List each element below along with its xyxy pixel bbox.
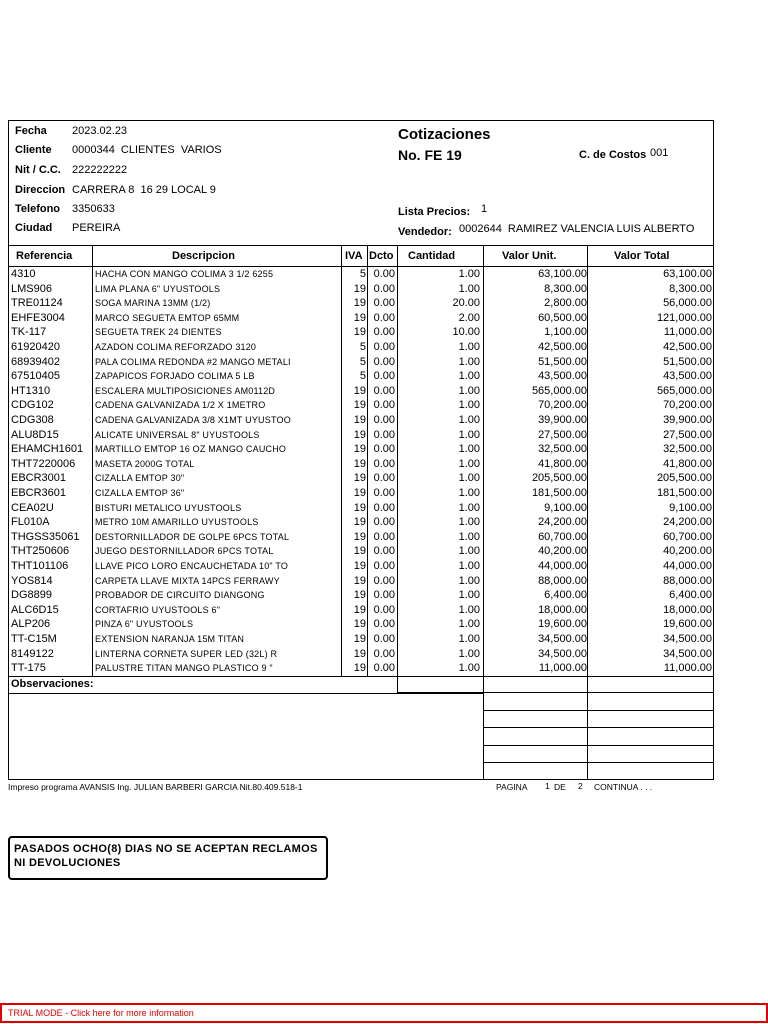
cell-dcto: 0.00	[373, 589, 395, 602]
cell-valor-total: 40,200.00	[663, 545, 712, 558]
cell-valor-unit: 32,500.00	[538, 443, 587, 456]
cell-iva: 19	[353, 603, 366, 616]
cell-referencia: CDG308	[11, 414, 54, 426]
table-row	[0, 603, 768, 618]
cell-descripcion: LINTERNA CORNETA SUPER LED (32L) R	[95, 648, 278, 659]
cell-cantidad: 1.00	[458, 355, 480, 368]
cell-descripcion: SEGUETA TREK 24 DIENTES	[95, 327, 222, 338]
cell-dcto: 0.00	[373, 633, 395, 645]
col-header-valor-total: Valor Total	[614, 250, 670, 262]
telefono-label: Telefono	[15, 203, 61, 215]
table-row	[0, 588, 768, 603]
cell-dcto: 0.00	[373, 487, 395, 499]
cell-descripcion: EXTENSION NARANJA 15M TITAN	[95, 634, 245, 644]
cell-cantidad: 1.00	[458, 472, 480, 485]
table-row	[0, 457, 768, 472]
cell-descripcion: PINZA 6" UYUSTOOLS	[95, 619, 194, 630]
totals-rule	[484, 692, 714, 693]
cell-valor-unit: 34,500.00	[538, 647, 587, 660]
cell-iva: 19	[353, 530, 366, 543]
lista-precios-label: Lista Precios:	[398, 206, 471, 218]
returns-notice	[8, 836, 328, 880]
col-header-referencia: Referencia	[16, 250, 73, 262]
cell-referencia: EBCR3601	[11, 487, 67, 499]
table-row	[0, 471, 768, 486]
cell-valor-total: 34,500.00	[663, 647, 712, 660]
vendedor-value: 0002644 RAMIREZ VALENCIA LUIS ALBERTO	[459, 223, 695, 235]
cell-valor-total: 34,500.00	[663, 633, 712, 645]
cell-valor-unit: 40,200.00	[538, 545, 587, 558]
cell-iva: 19	[353, 545, 366, 558]
cell-referencia: 61920420	[11, 341, 60, 353]
table-row	[0, 544, 768, 559]
table-row	[0, 442, 768, 457]
cell-iva: 19	[353, 282, 366, 295]
cell-valor-unit: 24,200.00	[538, 516, 587, 529]
cell-descripcion: JUEGO DESTORNILLADOR 6PCS TOTAL	[95, 546, 274, 557]
table-row	[0, 632, 768, 647]
cell-iva: 19	[353, 618, 366, 631]
cell-dcto: 0.00	[373, 501, 395, 514]
totals-rule	[484, 727, 714, 728]
cell-descripcion: CIZALLA EMTOP 36"	[95, 488, 185, 498]
col-header-descripcion: Descripcion	[172, 250, 235, 262]
doc-number: No. FE 19	[398, 147, 462, 163]
cell-dcto: 0.00	[373, 530, 395, 543]
table-row	[0, 282, 768, 297]
cell-dcto: 0.00	[373, 384, 395, 397]
cell-descripcion: MARCO SEGUETA EMTOP 65MM	[95, 312, 240, 323]
table-row	[0, 661, 768, 676]
fecha-value: 2023.02.23	[72, 125, 128, 137]
cell-valor-total: 121,000.00	[656, 311, 712, 324]
table-row	[0, 486, 768, 501]
cell-iva: 19	[353, 457, 366, 470]
cell-valor-total: 9,100.00	[669, 501, 712, 514]
cell-cantidad: 1.00	[458, 560, 480, 572]
cell-descripcion: MASETA 2000G TOTAL	[95, 458, 195, 469]
cell-referencia: 8149122	[11, 647, 54, 660]
direccion-value: CARRERA 8 16 29 LOCAL 9	[72, 184, 216, 196]
continua-text: CONTINUA . . .	[594, 782, 653, 792]
cell-valor-unit: 8,300.00	[544, 282, 587, 295]
notice-line-2: NI DEVOLUCIONES	[14, 857, 121, 869]
table-row	[0, 501, 768, 516]
cell-iva: 19	[353, 589, 366, 602]
cell-iva: 19	[353, 516, 366, 529]
table-row	[0, 559, 768, 574]
cell-dcto: 0.00	[373, 297, 395, 310]
cell-valor-total: 42,500.00	[663, 341, 712, 353]
cell-referencia: THT7220006	[11, 457, 76, 470]
cell-dcto: 0.00	[373, 516, 395, 529]
cell-dcto: 0.00	[373, 560, 395, 572]
de-label: DE	[554, 782, 566, 792]
cell-cantidad: 1.00	[458, 501, 480, 514]
costos-value: 001	[650, 147, 669, 159]
cell-cantidad: 1.00	[458, 618, 480, 631]
cell-dcto: 0.00	[373, 545, 395, 558]
cell-valor-total: 44,000.00	[663, 560, 712, 572]
cell-descripcion: PROBADOR DE CIRCUITO DIANGONG	[95, 590, 265, 601]
cell-valor-total: 11,000.00	[663, 326, 712, 339]
table-row	[0, 398, 768, 413]
col-header-valor-unit: Valor Unit.	[502, 250, 557, 262]
cell-cantidad: 1.00	[458, 662, 480, 675]
observaciones-label: Observaciones:	[11, 678, 94, 690]
doc-title: Cotizaciones	[398, 126, 491, 143]
cell-referencia: ALC6D15	[11, 603, 59, 616]
printed-by-text: Impreso programa AVANSIS Ing. JULIAN BARBERI GARCIA Nit.80.409.518-1	[8, 782, 303, 792]
cell-dcto: 0.00	[373, 443, 395, 456]
cell-referencia: TT-175	[11, 662, 46, 675]
cell-referencia: TRE01124	[11, 297, 63, 310]
nit-label: Nit / C.C.	[15, 164, 61, 176]
cell-valor-total: 181,500.00	[656, 487, 712, 499]
table-row	[0, 369, 768, 384]
cliente-value: 0000344 CLIENTES VARIOS	[72, 144, 222, 156]
cell-valor-total: 24,200.00	[663, 516, 712, 529]
cell-valor-total: 205,500.00	[656, 472, 712, 485]
table-row	[0, 530, 768, 545]
cell-cantidad: 1.00	[458, 428, 480, 441]
cell-cantidad: 1.00	[458, 545, 480, 558]
cell-dcto: 0.00	[373, 662, 395, 675]
cell-valor-unit: 19,600.00	[538, 618, 587, 631]
cell-referencia: HT1310	[11, 384, 51, 397]
cell-valor-total: 19,600.00	[663, 618, 712, 631]
cell-valor-total: 11,000.00	[663, 662, 712, 675]
cell-valor-total: 32,500.00	[663, 443, 712, 456]
cell-referencia: THT101106	[11, 560, 69, 572]
cell-cantidad: 1.00	[458, 370, 480, 383]
cell-descripcion: SOGA MARINA 13MM (1/2)	[95, 298, 211, 309]
cell-valor-total: 43,500.00	[663, 370, 712, 383]
table-row	[0, 428, 768, 443]
totals-rule	[484, 745, 714, 746]
col-header-dcto: Dcto	[369, 250, 394, 262]
ciudad-label: Ciudad	[15, 222, 53, 234]
cell-dcto: 0.00	[373, 268, 395, 280]
cell-valor-total: 565,000.00	[656, 384, 712, 397]
cell-descripcion: PALA COLIMA REDONDA #2 MANGO METALI	[95, 356, 291, 367]
cell-referencia: ALU8D15	[11, 428, 59, 441]
cell-descripcion: ALICATE UNIVERSAL 8" UYUSTOOLS	[95, 429, 260, 440]
table-top-rule	[8, 245, 714, 246]
cell-cantidad: 1.00	[458, 384, 480, 397]
cell-referencia: ALP206	[11, 618, 51, 631]
cell-valor-unit: 63,100.00	[538, 268, 587, 280]
cell-iva: 19	[353, 326, 366, 339]
cell-cantidad: 1.00	[458, 589, 480, 602]
cell-iva: 5	[359, 268, 366, 280]
total-pages: 2	[578, 781, 583, 791]
cell-iva: 19	[353, 414, 366, 426]
fecha-label: Fecha	[15, 125, 47, 137]
cell-referencia: THT250606	[11, 545, 70, 558]
cell-referencia: EHFE3004	[11, 311, 65, 324]
table-row	[0, 267, 768, 282]
telefono-value: 3350633	[72, 203, 115, 215]
cell-cantidad: 1.00	[458, 457, 480, 470]
cell-cantidad: 1.00	[458, 268, 480, 280]
table-row	[0, 340, 768, 355]
vendedor-label: Vendedor:	[398, 226, 452, 238]
cell-cantidad: 1.00	[458, 282, 480, 295]
cell-cantidad: 1.00	[458, 647, 480, 660]
cell-descripcion: LIMA PLANA 6" UYUSTOOLS	[95, 283, 221, 294]
cell-iva: 19	[353, 428, 366, 441]
table-row	[0, 384, 768, 399]
cell-iva: 19	[353, 443, 366, 456]
cell-valor-total: 6,400.00	[669, 589, 712, 602]
cell-descripcion: METRO 10M AMARILLO UYUSTOOLS	[95, 517, 259, 528]
cell-cantidad: 1.00	[458, 530, 480, 543]
direccion-label: Direccion	[15, 184, 66, 196]
cell-valor-unit: 11,000.00	[538, 662, 587, 675]
cell-valor-unit: 41,800.00	[538, 457, 587, 470]
cell-dcto: 0.00	[373, 472, 395, 485]
cell-valor-unit: 88,000.00	[538, 574, 587, 587]
trial-mode-banner[interactable]: TRIAL MODE - Click here for more information	[0, 1003, 768, 1023]
table-row	[0, 574, 768, 589]
cell-cantidad: 2.00	[458, 311, 480, 324]
cell-valor-total: 8,300.00	[669, 282, 712, 295]
table-row	[0, 325, 768, 340]
totals-rule	[484, 762, 714, 763]
cell-dcto: 0.00	[373, 326, 395, 339]
cell-valor-total: 41,800.00	[663, 457, 712, 470]
cell-valor-total: 88,000.00	[663, 574, 712, 587]
cell-valor-total: 27,500.00	[663, 428, 712, 441]
cell-valor-total: 63,100.00	[663, 268, 712, 280]
cell-cantidad: 1.00	[458, 399, 480, 412]
cell-descripcion: CADENA GALVANIZADA 1/2 X 1METRO	[95, 400, 266, 411]
cell-iva: 19	[353, 487, 366, 499]
cell-referencia: CEA02U	[11, 501, 54, 514]
cell-descripcion: AZADON COLIMA REFORZADO 3120	[95, 342, 257, 352]
cell-referencia: EHAMCH1601	[11, 443, 84, 456]
totals-box	[397, 676, 484, 693]
lista-precios-value: 1	[481, 203, 488, 215]
cell-valor-unit: 2,800.00	[544, 297, 587, 310]
observaciones-rule	[8, 693, 483, 694]
cell-valor-unit: 34,500.00	[538, 633, 587, 645]
cell-descripcion: LLAVE PICO LORO ENCAUCHETADA 10" TO	[95, 561, 289, 571]
cell-valor-unit: 181,500.00	[531, 487, 587, 499]
cell-dcto: 0.00	[373, 399, 395, 412]
cell-iva: 19	[353, 633, 366, 645]
table-row	[0, 647, 768, 662]
cell-referencia: YOS814	[11, 574, 53, 587]
cell-referencia: TK-117	[11, 326, 47, 339]
cell-iva: 19	[353, 662, 366, 675]
cell-iva: 19	[353, 472, 366, 485]
table-row	[0, 296, 768, 311]
cell-dcto: 0.00	[373, 647, 395, 660]
cell-referencia: 68939402	[11, 355, 60, 368]
cell-dcto: 0.00	[373, 341, 395, 353]
cell-iva: 19	[353, 311, 366, 324]
cell-iva: 19	[353, 297, 366, 310]
cell-dcto: 0.00	[373, 603, 395, 616]
cell-descripcion: MARTILLO EMTOP 16 OZ MANGO CAUCHO	[95, 444, 287, 455]
cell-descripcion: HACHA CON MANGO COLIMA 3 1/2 6255	[95, 269, 274, 279]
cell-valor-unit: 18,000.00	[538, 603, 587, 616]
cell-referencia: 67510405	[11, 370, 60, 383]
cell-referencia: CDG102	[11, 399, 54, 412]
cell-iva: 5	[359, 355, 366, 368]
cell-descripcion: CORTAFRIO UYUSTOOLS 6"	[95, 604, 221, 615]
cell-valor-unit: 39,900.00	[538, 414, 587, 426]
cell-iva: 5	[359, 341, 366, 353]
table-bottom-rule	[8, 676, 714, 677]
cell-dcto: 0.00	[373, 311, 395, 324]
cell-valor-total: 18,000.00	[663, 603, 712, 616]
table-row	[0, 515, 768, 530]
cell-dcto: 0.00	[373, 370, 395, 383]
cell-cantidad: 1.00	[458, 443, 480, 456]
cell-referencia: DG8899	[11, 589, 52, 602]
cell-referencia: THGSS35061	[11, 530, 80, 543]
cell-cantidad: 10.00	[452, 326, 480, 339]
cell-descripcion: CIZALLA EMTOP 30"	[95, 473, 185, 484]
ciudad-value: PEREIRA	[72, 222, 121, 234]
col-header-iva: IVA	[345, 250, 363, 262]
cell-iva: 19	[353, 647, 366, 660]
cell-valor-unit: 42,500.00	[538, 341, 587, 353]
table-row	[0, 311, 768, 326]
cell-cantidad: 1.00	[458, 341, 480, 353]
cell-descripcion: CADENA GALVANIZADA 3/8 X1MT UYUSTOO	[95, 415, 291, 425]
totals-rule	[484, 710, 714, 711]
cell-dcto: 0.00	[373, 574, 395, 587]
cell-cantidad: 1.00	[458, 633, 480, 645]
cell-dcto: 0.00	[373, 282, 395, 295]
notice-line-1: PASADOS OCHO(8) DIAS NO SE ACEPTAN RECLAMOS	[14, 843, 318, 855]
cell-cantidad: 1.00	[458, 414, 480, 426]
cell-valor-unit: 44,000.00	[538, 560, 587, 572]
cliente-label: Cliente	[15, 144, 52, 156]
cell-referencia: TT-C15M	[11, 633, 57, 645]
cell-valor-total: 51,500.00	[663, 355, 712, 368]
cell-valor-unit: 9,100.00	[544, 501, 587, 514]
cell-valor-unit: 60,700.00	[538, 530, 587, 543]
cell-iva: 5	[359, 370, 366, 383]
table-body	[0, 267, 768, 677]
cell-referencia: FL010A	[11, 516, 50, 529]
col-header-cantidad: Cantidad	[408, 250, 456, 262]
cell-cantidad: 1.00	[458, 487, 480, 499]
table-row	[0, 355, 768, 370]
cell-valor-unit: 70,200.00	[538, 399, 587, 412]
cell-iva: 19	[353, 574, 366, 587]
table-row	[0, 617, 768, 632]
cell-dcto: 0.00	[373, 355, 395, 368]
cell-referencia: LMS906	[11, 282, 52, 295]
cell-valor-unit: 60,500.00	[538, 311, 587, 324]
cell-descripcion: DESTORNILLADOR DE GOLPE 6PCS TOTAL	[95, 531, 290, 542]
cell-cantidad: 1.00	[458, 516, 480, 529]
cell-dcto: 0.00	[373, 414, 395, 426]
page-number: 1	[545, 781, 550, 791]
cell-valor-total: 70,200.00	[663, 399, 712, 412]
cell-referencia: 4310	[11, 268, 36, 280]
cell-referencia: EBCR3001	[11, 472, 67, 485]
table-row	[0, 413, 768, 428]
cell-descripcion: CARPETA LLAVE MIXTA 14PCS FERRAWY	[95, 575, 280, 586]
cell-valor-unit: 43,500.00	[538, 370, 587, 383]
cell-descripcion: ZAPAPICOS FORJADO COLIMA 5 LB	[95, 371, 255, 382]
pagina-label: PAGINA	[496, 782, 528, 792]
cell-iva: 19	[353, 399, 366, 412]
cell-valor-total: 56,000.00	[663, 297, 712, 310]
cell-cantidad: 1.00	[458, 603, 480, 616]
cell-cantidad: 20.00	[452, 297, 480, 310]
cell-descripcion: ESCALERA MULTIPOSICIONES AM0112D	[95, 385, 276, 396]
cell-dcto: 0.00	[373, 457, 395, 470]
cell-valor-unit: 51,500.00	[538, 355, 587, 368]
cell-valor-unit: 1,100.00	[544, 326, 587, 339]
costos-label: C. de Costos	[579, 149, 647, 161]
cell-valor-unit: 205,500.00	[531, 472, 587, 485]
cell-valor-unit: 27,500.00	[538, 428, 587, 441]
cell-dcto: 0.00	[373, 428, 395, 441]
cell-valor-unit: 565,000.00	[531, 384, 587, 397]
cell-dcto: 0.00	[373, 618, 395, 631]
cell-iva: 19	[353, 501, 366, 514]
cell-iva: 19	[353, 560, 366, 572]
cell-iva: 19	[353, 384, 366, 397]
nit-value: 222222222	[72, 164, 128, 176]
cell-valor-total: 39,900.00	[663, 414, 712, 426]
cell-valor-total: 60,700.00	[663, 530, 712, 543]
cell-cantidad: 1.00	[458, 574, 480, 587]
cell-descripcion: BISTURI METALICO UYUSTOOLS	[95, 502, 242, 513]
cell-descripcion: PALUSTRE TITAN MANGO PLASTICO 9 "	[95, 663, 273, 674]
cell-valor-unit: 6,400.00	[544, 589, 587, 602]
